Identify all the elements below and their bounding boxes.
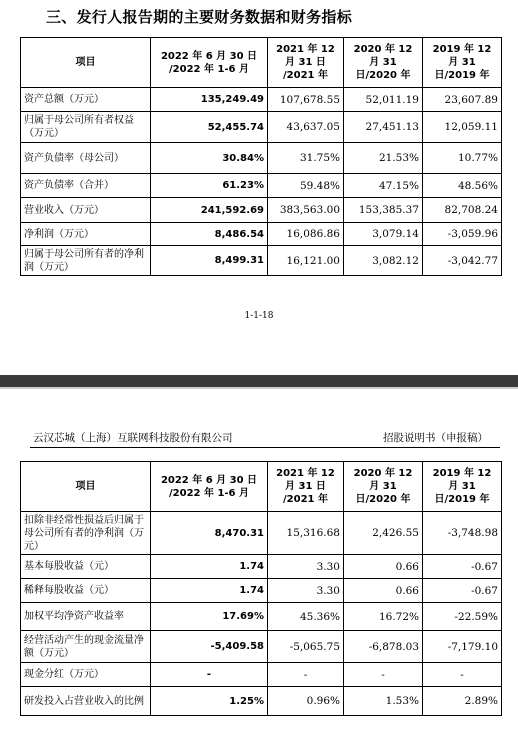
cell-value: 21.53% bbox=[344, 143, 423, 174]
cell-value: -3,748.98 bbox=[423, 512, 502, 555]
cell-value: 3.30 bbox=[268, 555, 344, 579]
cell-value: 1.25% bbox=[151, 687, 268, 716]
row-item: 研发投入占营业收入的比例 bbox=[21, 687, 151, 716]
cell-value: 8,499.31 bbox=[151, 246, 268, 276]
cell-value: 2,426.55 bbox=[344, 512, 423, 555]
row-item: 营业收入（万元） bbox=[21, 198, 151, 223]
cell-value: -6,878.03 bbox=[344, 631, 423, 663]
header-2020: 2020 年 12 月 31 日/2020 年 bbox=[344, 462, 423, 512]
cell-value: - bbox=[423, 663, 502, 687]
header-item: 项目 bbox=[21, 38, 151, 88]
cell-value: -0.67 bbox=[423, 555, 502, 579]
table-row bbox=[21, 603, 502, 631]
header-2019: 2019 年 12 月 31 日/2019 年 bbox=[423, 462, 502, 512]
cell-value: 52,455.74 bbox=[151, 112, 268, 143]
row-item: 净利润（万元） bbox=[21, 223, 151, 246]
header-2020: 2020 年 12 月 31 日/2020 年 bbox=[344, 38, 423, 88]
cell-value: 3.30 bbox=[268, 579, 344, 603]
row-item: 加权平均净资产收益率 bbox=[21, 603, 151, 631]
table-row bbox=[21, 143, 502, 174]
cell-value: 3,082.12 bbox=[344, 246, 423, 276]
row-item: 现金分红（万元） bbox=[21, 663, 151, 687]
cell-value: -3,042.77 bbox=[423, 246, 502, 276]
cell-value: -3,059.96 bbox=[423, 223, 502, 246]
cell-value: -7,179.10 bbox=[423, 631, 502, 663]
cell-value: 59.48% bbox=[268, 174, 344, 198]
cell-value: 3,079.14 bbox=[344, 223, 423, 246]
header-2019: 2019 年 12 月 31 日/2019 年 bbox=[423, 38, 502, 88]
cell-value: - bbox=[344, 663, 423, 687]
cell-value: 2.89% bbox=[423, 687, 502, 716]
cell-value: 48.56% bbox=[423, 174, 502, 198]
cell-value: 52,011.19 bbox=[344, 88, 423, 112]
document-type: 招股说明书（申报稿） bbox=[383, 432, 488, 444]
cell-value: 0.66 bbox=[344, 579, 423, 603]
table-row bbox=[21, 223, 502, 246]
header-item: 项目 bbox=[21, 462, 151, 512]
row-item: 经营活动产生的现金流量净额（万元） bbox=[21, 631, 151, 663]
header-2021: 2021 年 12 月 31 日 /2021 年 bbox=[268, 462, 344, 512]
row-item: 稀释每股收益（元） bbox=[21, 579, 151, 603]
cell-value: 1.53% bbox=[344, 687, 423, 716]
row-item: 归属于母公司所有者权益（万元） bbox=[21, 112, 151, 143]
header-2021: 2021 年 12 月 31 日 /2021 年 bbox=[268, 38, 344, 88]
cell-value: 16,121.00 bbox=[268, 246, 344, 276]
row-item: 资产负债率（母公司） bbox=[21, 143, 151, 174]
cell-value: 15,316.68 bbox=[268, 512, 344, 555]
table-row bbox=[21, 663, 502, 687]
page-separator-shadow bbox=[0, 387, 518, 389]
table-header-row bbox=[21, 38, 502, 88]
table-row bbox=[21, 174, 502, 198]
document-page-top bbox=[0, 0, 518, 365]
row-item: 基本每股收益（元） bbox=[21, 555, 151, 579]
table-header-row bbox=[21, 462, 502, 512]
header-2022h1: 2022 年 6 月 30 日 /2022 年 1-6 月 bbox=[151, 38, 268, 88]
cell-value: - bbox=[151, 663, 268, 687]
cell-value: 61.23% bbox=[151, 174, 268, 198]
table-row bbox=[21, 579, 502, 603]
header-rule bbox=[30, 447, 500, 448]
cell-value: 23,607.89 bbox=[423, 88, 502, 112]
company-name: 云汉芯城（上海）互联网科技股份有限公司 bbox=[33, 432, 233, 444]
cell-value: 45.36% bbox=[268, 603, 344, 631]
cell-value: 107,678.55 bbox=[268, 88, 344, 112]
row-item: 资产负债率（合并） bbox=[21, 174, 151, 198]
table-row bbox=[21, 112, 502, 143]
header-2022h1: 2022 年 6 月 30 日 /2022 年 1-6 月 bbox=[151, 462, 268, 512]
financial-table-bottom bbox=[20, 461, 502, 716]
row-item: 归属于母公司所有者的净利润（万元） bbox=[21, 246, 151, 276]
cell-value: 1.74 bbox=[151, 579, 268, 603]
page-number: 1-1-18 bbox=[244, 311, 274, 321]
cell-value: -0.67 bbox=[423, 579, 502, 603]
cell-value: - bbox=[268, 663, 344, 687]
table-row bbox=[21, 246, 502, 276]
cell-value: 135,249.49 bbox=[151, 88, 268, 112]
section-title: 三、发行人报告期的主要财务数据和财务指标 bbox=[46, 8, 353, 26]
table-row bbox=[21, 88, 502, 112]
cell-value: 31.75% bbox=[268, 143, 344, 174]
cell-value: 1.74 bbox=[151, 555, 268, 579]
table-row bbox=[21, 687, 502, 716]
cell-value: 17.69% bbox=[151, 603, 268, 631]
cell-value: 10.77% bbox=[423, 143, 502, 174]
cell-value: -5,409.58 bbox=[151, 631, 268, 663]
cell-value: 16.72% bbox=[344, 603, 423, 631]
cell-value: 47.15% bbox=[344, 174, 423, 198]
cell-value: 27,451.13 bbox=[344, 112, 423, 143]
table-row bbox=[21, 555, 502, 579]
cell-value: 0.96% bbox=[268, 687, 344, 716]
page-separator bbox=[0, 375, 518, 387]
row-item: 扣除非经常性损益后归属于母公司所有者的净利润（万元） bbox=[21, 512, 151, 555]
cell-value: 82,708.24 bbox=[423, 198, 502, 223]
cell-value: 16,086.86 bbox=[268, 223, 344, 246]
table-row bbox=[21, 631, 502, 663]
cell-value: 43,637.05 bbox=[268, 112, 344, 143]
cell-value: 30.84% bbox=[151, 143, 268, 174]
cell-value: 12,059.11 bbox=[423, 112, 502, 143]
cell-value: 153,385.37 bbox=[344, 198, 423, 223]
cell-value: 8,470.31 bbox=[151, 512, 268, 555]
cell-value: -5,065.75 bbox=[268, 631, 344, 663]
table-row bbox=[21, 198, 502, 223]
cell-value: 8,486.54 bbox=[151, 223, 268, 246]
cell-value: -22.59% bbox=[423, 603, 502, 631]
cell-value: 241,592.69 bbox=[151, 198, 268, 223]
table-row bbox=[21, 512, 502, 555]
financial-table-top bbox=[20, 37, 502, 276]
cell-value: 0.66 bbox=[344, 555, 423, 579]
cell-value: 383,563.00 bbox=[268, 198, 344, 223]
row-item: 资产总额（万元） bbox=[21, 88, 151, 112]
